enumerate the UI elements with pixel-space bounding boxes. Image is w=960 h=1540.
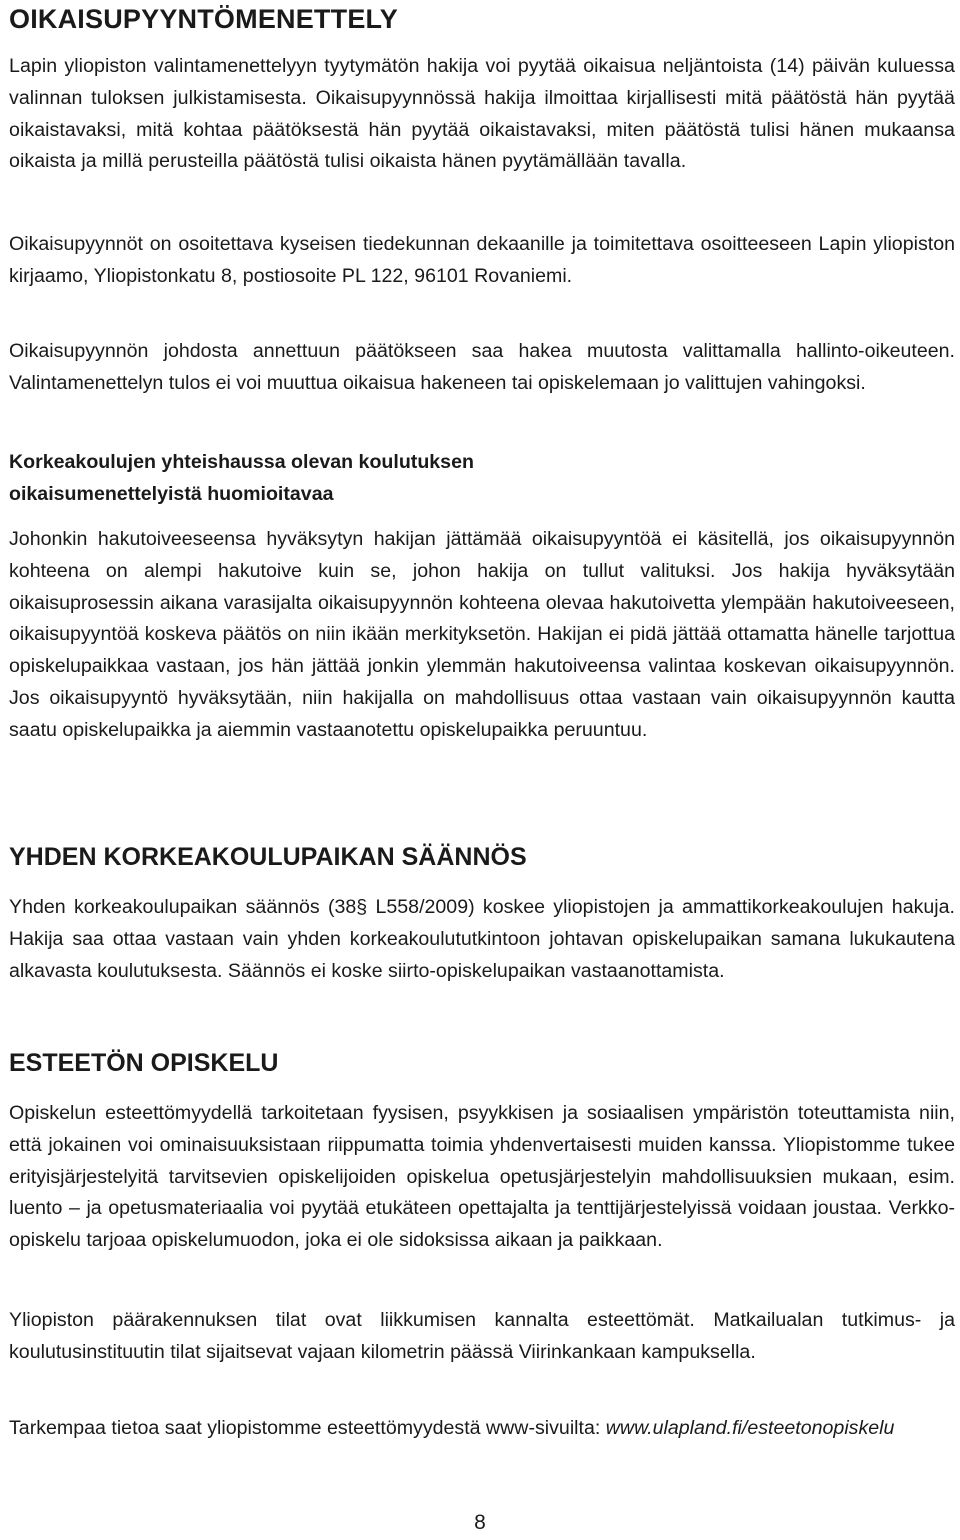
paragraph-oikaisu-address: Oikaisupyynnöt on osoitettava kyseisen tiedekunnan dekaanille ja toimitettava osoitteeseen Lapin yliopiston kirjaamo, Yliopistonkatu 8, postiosoite PL 122, 96101 Rovaniemi.: [9, 233, 955, 287]
paragraph-oikaisu-intro: Lapin yliopiston valintamenettelyyn tyytymätön hakija voi pyytää oikaisua neljäntoista (14) päivän kuluessa valinnan tuloksen julkistamisesta. Oikaisupyynnössä hakija ilmoittaa kirjallisesti mitä päätöstä hän pyytää oikaistavaksi, mitä kohtaa päätöksestä hän pyytää oikaistavaksi, miten päätöstä tulisi hänen mukaansa oikaista ja millä perusteilla päätöstä tulisi oikaista hänen pyytämällään tavalla.: [9, 55, 955, 173]
section-title-yhden-korkeakoulupaikan-saannos: YHDEN KORKEAKOULUPAIKAN SÄÄNNÖS: [9, 843, 527, 871]
paragraph-esteeton-tilat: Yliopiston päärakennuksen tilat ovat liikkumisen kannalta esteettömät. Matkailualan tutkimus- ja koulutusinstituutin tilat sijaitsevat vajaan kilometrin päässä Viirinkankaan kampuksella.: [9, 1309, 955, 1363]
accessibility-web-link[interactable]: www.ulapland.fi/esteetonopiskelu: [605, 1417, 895, 1439]
subheading-yhteishaku: Korkeakoulujen yhteishaussa olevan koulutuksen oikaisumenettelyistä huomioitavaa: [9, 451, 474, 505]
section-title-oikaisupyyntomenettely: OIKAISUPYYNTÖMENETTELY: [9, 4, 398, 34]
page-number: 8: [474, 1511, 486, 1534]
paragraph-oikaisu-appeal: Oikaisupyynnön johdosta annettuun päätökseen saa hakea muutosta valittamalla hallinto-oikeuteen. Valintamenettelyn tulos ei voi muuttua oikaisua hakeneen tai opiskelemaan jo valittujen vahingoksi.: [9, 340, 955, 394]
paragraph-yhteishaku-details: Johonkin hakutoiveeseensa hyväksytyn hakijan jättämää oikaisupyyntöä ei käsitellä, jos oikaisupyynnön kohteena on alempi hakutoive kuin se, johon hakija on tullut valituksi. Jos hakija hyväksytään oikaisuprosessin aikana varasijalta oikaisupyynnön kohteena olevaa hakutoivetta ylempään hakutoiveeseen, oikaisupyyntöä koskeva päätös on niin ikään merkityksetön. Hakijan ei pidä jättää ottamatta hänelle tarjottua opiskelupaikkaa vastaan, jos hän jättää jonkin ylemmän hakutoiveensa valintaa koskevan oikaisupyynnön. Jos oikaisupyyntö hyväksytään, niin hakijalla on mahdollisuus ottaa vastaan vain oikaisupyynnön kautta saatu opiskelupaikka ja aiemmin vastaanotettu opiskelupaikka peruuntuu.: [9, 528, 955, 741]
paragraph-lisatietoa-text: Tarkempaa tietoa saat yliopistomme esteettömyydestä www-sivuilta:: [9, 1417, 606, 1439]
paragraph-saannos: Yhden korkeakoulupaikan säännös (38§ L558/2009) koskee yliopistojen ja ammattikorkeakoulujen hakuja. Hakija saa ottaa vastaan vain yhden korkeakoulututkintoon johtavan opiskelupaikan samana lukukautena alkavasta koulutuksesta. Säännös ei koske siirto-opiskelupaikan vastaanottamista.: [9, 896, 955, 982]
paragraph-esteeton-lisatietoa: [9, 1413, 955, 1445]
paragraph-esteeton-intro: Opiskelun esteettömyydellä tarkoitetaan fyysisen, psyykkisen ja sosiaalisen ympäristön toteuttamista niin, että jokainen voi ominaisuuksistaan riippumatta toimia yhdenvertaisesti muiden kanssa. Yliopistomme tukee erityisjärjestelyitä tarvitsevien opiskelijoiden opiskelua opetusjärjestelyin mahdollisuuksien mukaan, esim. luento – ja opetusmateriaalia voi pyytää etukäteen opettajalta ja tenttijärjestelyissä voidaan joustaa. Verkko-opiskelu tarjoaa opiskelumuodon, joka ei ole sidoksissa aikaan ja paikkaan.: [9, 1102, 955, 1252]
section-title-esteeton-opiskelu: ESTEETÖN OPISKELU: [9, 1049, 279, 1077]
